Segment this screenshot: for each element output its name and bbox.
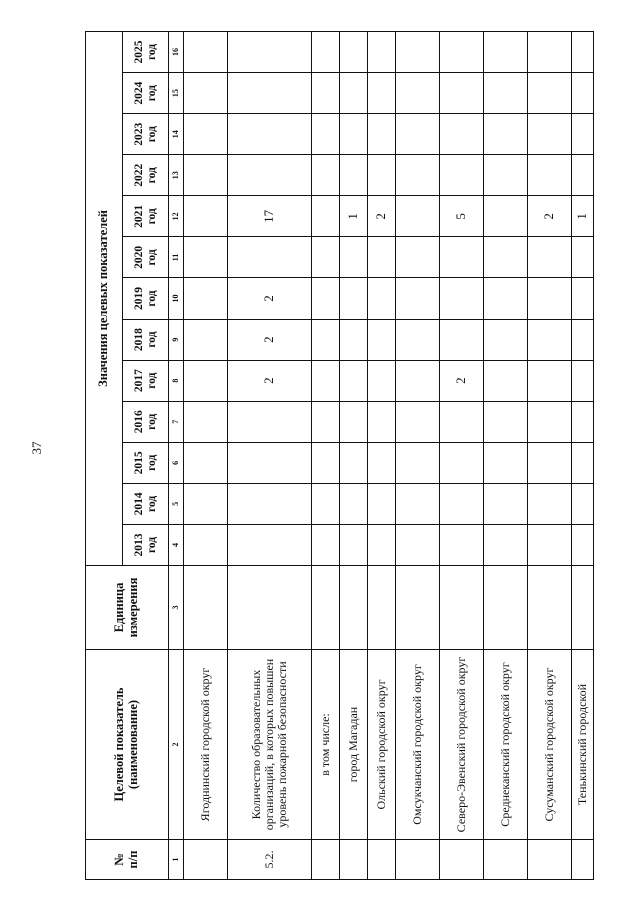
value-cell: [528, 237, 572, 278]
value-cell: [312, 237, 340, 278]
indicator-name-cell: Ольский городской округ: [368, 650, 396, 840]
header-year: 2020 год: [123, 237, 169, 278]
value-cell: [184, 401, 228, 442]
row-number-cell: [484, 840, 528, 880]
value-cell: [572, 31, 594, 72]
value-cell: [440, 31, 484, 72]
value-cell: [228, 442, 312, 483]
value-cell: [440, 401, 484, 442]
value-cell: [312, 442, 340, 483]
value-cell: [184, 442, 228, 483]
column-number: 4: [169, 524, 184, 565]
unit-cell: [440, 566, 484, 650]
column-number: 13: [169, 155, 184, 196]
value-cell: [440, 442, 484, 483]
value-cell: [312, 401, 340, 442]
row-number-cell: [440, 840, 484, 880]
value-cell: [396, 483, 440, 524]
value-cell: 2: [440, 360, 484, 401]
indicator-name-cell: Среднеканский городской округ: [484, 650, 528, 840]
value-cell: [572, 237, 594, 278]
value-cell: [312, 73, 340, 114]
column-number: 9: [169, 319, 184, 360]
target-indicators-table: [85, 31, 594, 880]
table-row: [368, 31, 396, 879]
value-cell: [340, 524, 368, 565]
page-number: 37: [29, 441, 44, 455]
value-cell: [340, 73, 368, 114]
value-cell: [368, 155, 396, 196]
value-cell: [312, 524, 340, 565]
value-cell: [572, 319, 594, 360]
value-cell: [528, 155, 572, 196]
value-cell: [572, 524, 594, 565]
value-cell: [572, 401, 594, 442]
unit-cell: [528, 566, 572, 650]
value-cell: [312, 483, 340, 524]
column-number: 2: [169, 650, 184, 840]
value-cell: [396, 237, 440, 278]
header-values-group: Значения целевых показателей: [86, 31, 123, 565]
value-cell: 1: [572, 196, 594, 237]
value-cell: [184, 278, 228, 319]
header-year: 2021 год: [123, 196, 169, 237]
column-number: 7: [169, 401, 184, 442]
value-cell: [228, 237, 312, 278]
row-number-cell: [340, 840, 368, 880]
value-cell: [184, 31, 228, 72]
value-cell: [528, 73, 572, 114]
unit-cell: [572, 566, 594, 650]
unit-cell: [340, 566, 368, 650]
value-cell: [340, 319, 368, 360]
indicator-name-cell: Омсукчанский городской округ: [396, 650, 440, 840]
header-year: 2014 год: [123, 483, 169, 524]
indicator-name-cell: Количество образовательных организаций, в которых повышен уровень пожарной безопасности: [228, 650, 312, 840]
value-cell: [340, 278, 368, 319]
value-cell: [440, 237, 484, 278]
value-cell: [440, 278, 484, 319]
value-cell: [396, 360, 440, 401]
header-year: 2013 год: [123, 524, 169, 565]
value-cell: [572, 360, 594, 401]
value-cell: [368, 442, 396, 483]
value-cell: [368, 319, 396, 360]
value-cell: [184, 524, 228, 565]
header-year: 2019 год: [123, 278, 169, 319]
value-cell: [484, 442, 528, 483]
column-number: 11: [169, 237, 184, 278]
value-cell: 2: [528, 196, 572, 237]
value-cell: [228, 524, 312, 565]
value-cell: [484, 155, 528, 196]
table-row: [340, 31, 368, 879]
header-indicator-name: Целевой показатель (наименование): [86, 650, 169, 840]
header-year: 2024 год: [123, 73, 169, 114]
value-cell: [528, 360, 572, 401]
column-number: 14: [169, 114, 184, 155]
column-number: 3: [169, 566, 184, 650]
value-cell: [528, 319, 572, 360]
value-cell: [184, 360, 228, 401]
value-cell: 2: [368, 196, 396, 237]
value-cell: [484, 278, 528, 319]
header-year: 2018 год: [123, 319, 169, 360]
value-cell: [184, 196, 228, 237]
value-cell: 2: [228, 360, 312, 401]
value-cell: [396, 401, 440, 442]
column-number: 15: [169, 73, 184, 114]
value-cell: [368, 360, 396, 401]
unit-cell: [484, 566, 528, 650]
row-number-cell: 5.2.: [228, 840, 312, 880]
value-cell: [528, 524, 572, 565]
value-cell: 1: [340, 196, 368, 237]
row-number-cell: [184, 840, 228, 880]
value-cell: [396, 278, 440, 319]
value-cell: [312, 319, 340, 360]
value-cell: [528, 278, 572, 319]
value-cell: [528, 31, 572, 72]
row-number-cell: [368, 840, 396, 880]
value-cell: [484, 31, 528, 72]
value-cell: [484, 524, 528, 565]
value-cell: [184, 319, 228, 360]
header-year: 2016 год: [123, 401, 169, 442]
column-number: 10: [169, 278, 184, 319]
value-cell: [340, 155, 368, 196]
column-number: 6: [169, 442, 184, 483]
value-cell: [484, 483, 528, 524]
value-cell: [484, 114, 528, 155]
value-cell: [440, 524, 484, 565]
value-cell: [484, 360, 528, 401]
unit-cell: [396, 566, 440, 650]
value-cell: [572, 278, 594, 319]
value-cell: [572, 483, 594, 524]
value-cell: [572, 442, 594, 483]
value-cell: [312, 31, 340, 72]
value-cell: 17: [228, 196, 312, 237]
value-cell: [368, 524, 396, 565]
value-cell: [312, 196, 340, 237]
unit-cell: [368, 566, 396, 650]
value-cell: [396, 524, 440, 565]
value-cell: [228, 73, 312, 114]
value-cell: [312, 278, 340, 319]
row-number-cell: [396, 840, 440, 880]
value-cell: [340, 237, 368, 278]
value-cell: [340, 401, 368, 442]
value-cell: [484, 319, 528, 360]
value-cell: [368, 278, 396, 319]
row-number-cell: [572, 840, 594, 880]
value-cell: [184, 114, 228, 155]
unit-cell: [184, 566, 228, 650]
value-cell: [572, 114, 594, 155]
value-cell: 5: [440, 196, 484, 237]
value-cell: [528, 442, 572, 483]
column-number: 5: [169, 483, 184, 524]
value-cell: [228, 31, 312, 72]
indicator-name-cell: город Магадан: [340, 650, 368, 840]
table-row: [396, 31, 440, 879]
value-cell: [312, 155, 340, 196]
value-cell: [396, 155, 440, 196]
value-cell: [572, 73, 594, 114]
header-year: 2022 год: [123, 155, 169, 196]
value-cell: [340, 442, 368, 483]
row-number-cell: [312, 840, 340, 880]
value-cell: [368, 401, 396, 442]
value-cell: [228, 483, 312, 524]
value-cell: [184, 155, 228, 196]
header-year: 2025 год: [123, 31, 169, 72]
table-row: [184, 31, 228, 879]
indicator-name-cell: Тенькинский городской: [572, 650, 594, 840]
value-cell: [340, 360, 368, 401]
header-year: 2023 год: [123, 114, 169, 155]
value-cell: 2: [228, 278, 312, 319]
value-cell: [368, 31, 396, 72]
value-cell: [484, 401, 528, 442]
table-row: [528, 31, 572, 879]
value-cell: [396, 442, 440, 483]
value-cell: [528, 114, 572, 155]
unit-cell: [228, 566, 312, 650]
value-cell: [396, 114, 440, 155]
unit-cell: [312, 566, 340, 650]
value-cell: [228, 155, 312, 196]
indicator-name-cell: Ягоднинский городской округ: [184, 650, 228, 840]
value-cell: [396, 196, 440, 237]
header-number: № п/п: [86, 840, 169, 880]
value-cell: [484, 196, 528, 237]
value-cell: [572, 155, 594, 196]
indicator-name-cell: Сусуманский городской округ: [528, 650, 572, 840]
header-year: 2017 год: [123, 360, 169, 401]
column-number: 1: [169, 840, 184, 880]
header-year: 2015 год: [123, 442, 169, 483]
value-cell: [484, 237, 528, 278]
value-cell: [184, 237, 228, 278]
row-number-cell: [528, 840, 572, 880]
value-cell: [440, 73, 484, 114]
value-cell: [396, 31, 440, 72]
rotated-table-wrapper: [85, 32, 590, 880]
value-cell: [396, 319, 440, 360]
value-cell: [440, 155, 484, 196]
value-cell: [440, 319, 484, 360]
value-cell: [528, 401, 572, 442]
value-cell: [184, 73, 228, 114]
value-cell: [340, 114, 368, 155]
value-cell: [484, 73, 528, 114]
header-unit: Единица измерения: [86, 566, 169, 650]
value-cell: [340, 31, 368, 72]
table-row: [228, 31, 312, 879]
value-cell: [368, 114, 396, 155]
value-cell: [228, 114, 312, 155]
value-cell: [528, 483, 572, 524]
column-number: 16: [169, 31, 184, 72]
value-cell: 2: [228, 319, 312, 360]
table-row: [484, 31, 528, 879]
column-number: 8: [169, 360, 184, 401]
value-cell: [396, 73, 440, 114]
value-cell: [440, 114, 484, 155]
table-row: [312, 31, 340, 879]
value-cell: [368, 73, 396, 114]
indicator-name-cell: Северо-Эвенский городской округ: [440, 650, 484, 840]
value-cell: [228, 401, 312, 442]
table-row: [440, 31, 484, 879]
value-cell: [184, 483, 228, 524]
value-cell: [440, 483, 484, 524]
indicator-name-cell: в том числе:: [312, 650, 340, 840]
value-cell: [368, 237, 396, 278]
value-cell: [340, 483, 368, 524]
table-row: [572, 31, 594, 879]
value-cell: [312, 114, 340, 155]
column-number: 12: [169, 196, 184, 237]
value-cell: [312, 360, 340, 401]
value-cell: [368, 483, 396, 524]
